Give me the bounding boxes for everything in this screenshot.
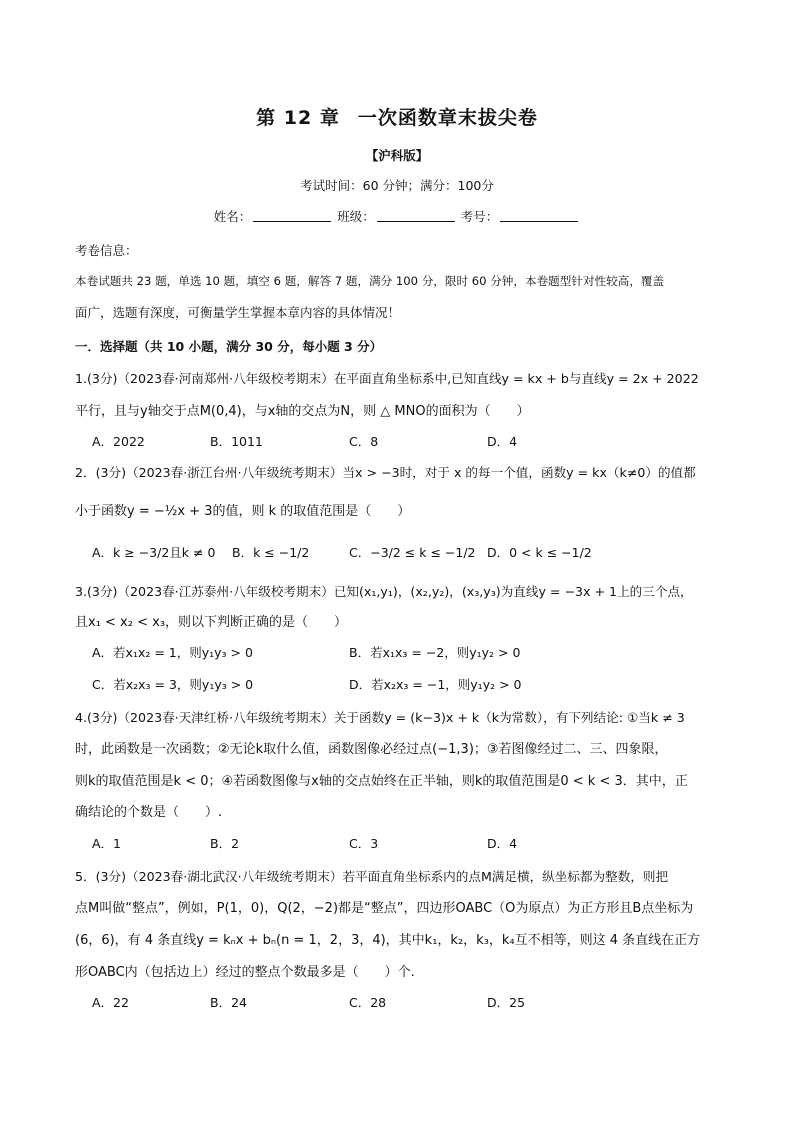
question-4-line-1: 4.(3分)（2023春·天津红桥·八年级统考期末）关于函数y = (k−3)x + k（k为常数），有下列结论: ①当k ≠ 3 (75, 710, 685, 725)
exam-info: 考试时间：60 分钟；满分：100分 (300, 178, 494, 193)
question-2-option-b: B．k ≤ −1/2 (232, 545, 310, 560)
question-5-line-4: 形OABC内（包括边上）经过的整点个数最多是（ ）个. (75, 965, 415, 980)
question-4-line-2: 时，此函数是一次函数；②无论k取什么值，函数图像必经过点(−1,3)；③若图像经过二、三、四象限， (75, 742, 668, 757)
edition-label: 【沪科版】 (365, 148, 429, 163)
question-2-line-2: 小于函数y = −½x + 3的值，则 k 的取值范围是（ ） (75, 504, 411, 519)
question-3-line-1: 3.(3分)（2023春·江苏泰州·八年级校考期末）已知(x₁,y₁)，(x₂,y₂)，(x₃,y₃)为直线y = −3x + 1上的三个点， (75, 584, 693, 599)
question-1-option-c: C．8 (349, 434, 379, 449)
question-4-option-b: B．2 (210, 836, 240, 851)
student-info-line (0, 207, 794, 225)
name-blank (253, 221, 331, 222)
info-heading: 考卷信息： (75, 243, 138, 258)
question-1-line-1: 1.(3分)（2023春·河南郑州·八年级校考期末）在平面直角坐标系中,已知直线y = kx + b与直线y = 2x + 2022 (75, 371, 699, 386)
info-line-2: 面广，选题有深度，可衡量学生掌握本章内容的具体情况！ (75, 305, 401, 320)
id-blank (500, 221, 578, 222)
info-line-1: 本卷试题共 23 题，单选 10 题，填空 6 题，解答 7 题，满分 100 分，限时 60 分钟，本卷题型针对性较高，覆盖 (75, 274, 665, 288)
question-5-line-2: 点M叫做“整点”，例如，P(1，0)，Q(2，−2)都是“整点”，四边形OABC（O为原点）为正方形且B点坐标为 (75, 901, 694, 916)
question-2-option-c: C．−3/2 ≤ k ≤ −1/2 (349, 545, 476, 560)
question-1-line-2: 平行，且与y轴交于点M(0,4)，与x轴的交点为N，则 △ MNO的面积为（ ） (75, 404, 530, 419)
question-2-option-d: D．0 < k ≤ −1/2 (487, 545, 592, 560)
question-4-option-c: C．3 (349, 836, 379, 851)
question-4-line-3: 则k的取值范围是k < 0；④若函数图像与x轴的交点始终在正半轴，则k的取值范围是0 < k < 3．其中，正 (75, 774, 688, 789)
question-5-line-3: (6，6)，有 4 条直线y = kₙx + bₙ(n = 1，2，3，4)，其中k₁，k₂，k₃，k₄互不相等，则这 4 条直线在正方 (75, 933, 701, 948)
question-3-option-d: D．若x₂x₃ = −1，则y₁y₂ > 0 (349, 677, 522, 692)
question-3-option-b: B．若x₁x₃ = −2，则y₁y₂ > 0 (349, 645, 521, 660)
class-label: 班级： (337, 209, 375, 224)
question-1-option-a: A．2022 (92, 434, 145, 449)
question-2-option-a: A．k ≥ −3/2且k ≠ 0 (92, 545, 216, 560)
question-5-option-a: A．22 (92, 995, 129, 1010)
question-4-option-d: D．4 (487, 836, 518, 851)
question-5-option-d: D．25 (487, 995, 526, 1010)
section-heading: 一．选择题（共 10 小题，满分 30 分，每小题 3 分） (75, 339, 383, 354)
question-1-option-b: B．1011 (210, 434, 263, 449)
question-3-option-c: C．若x₂x₃ = 3，则y₁y₃ > 0 (92, 677, 254, 692)
question-5-option-b: B．24 (210, 995, 247, 1010)
id-label: 考号： (460, 209, 499, 224)
question-3-option-a: A．若x₁x₂ = 1，则y₁y₃ > 0 (92, 645, 253, 660)
question-5-line-1: 5．(3分)（2023春·湖北武汉·八年级统考期末）若平面直角坐标系内的点M满足横，纵坐标都为整数，则把 (75, 869, 669, 884)
question-5-option-c: C．28 (349, 995, 387, 1010)
page-title (0, 103, 794, 130)
question-3-line-2: 且x₁ < x₂ < x₃，则以下判断正确的是（ ） (75, 615, 348, 630)
question-4-option-a: A．1 (92, 836, 122, 851)
question-2-line-1: 2．(3分)（2023春·浙江台州·八年级统考期末）当x > −3时，对于 x 的每一个值，函数y = kx（k≠0）的值都 (75, 465, 696, 480)
question-1-option-d: D．4 (487, 434, 518, 449)
name-label: 姓名： (213, 209, 252, 224)
chapter-number: 第 12 章 (256, 107, 340, 129)
question-4-line-4: 确结论的个数是（ ）. (75, 805, 223, 820)
class-blank (377, 221, 455, 222)
chapter-title: 一次函数章末拔尖卷 (357, 107, 538, 129)
